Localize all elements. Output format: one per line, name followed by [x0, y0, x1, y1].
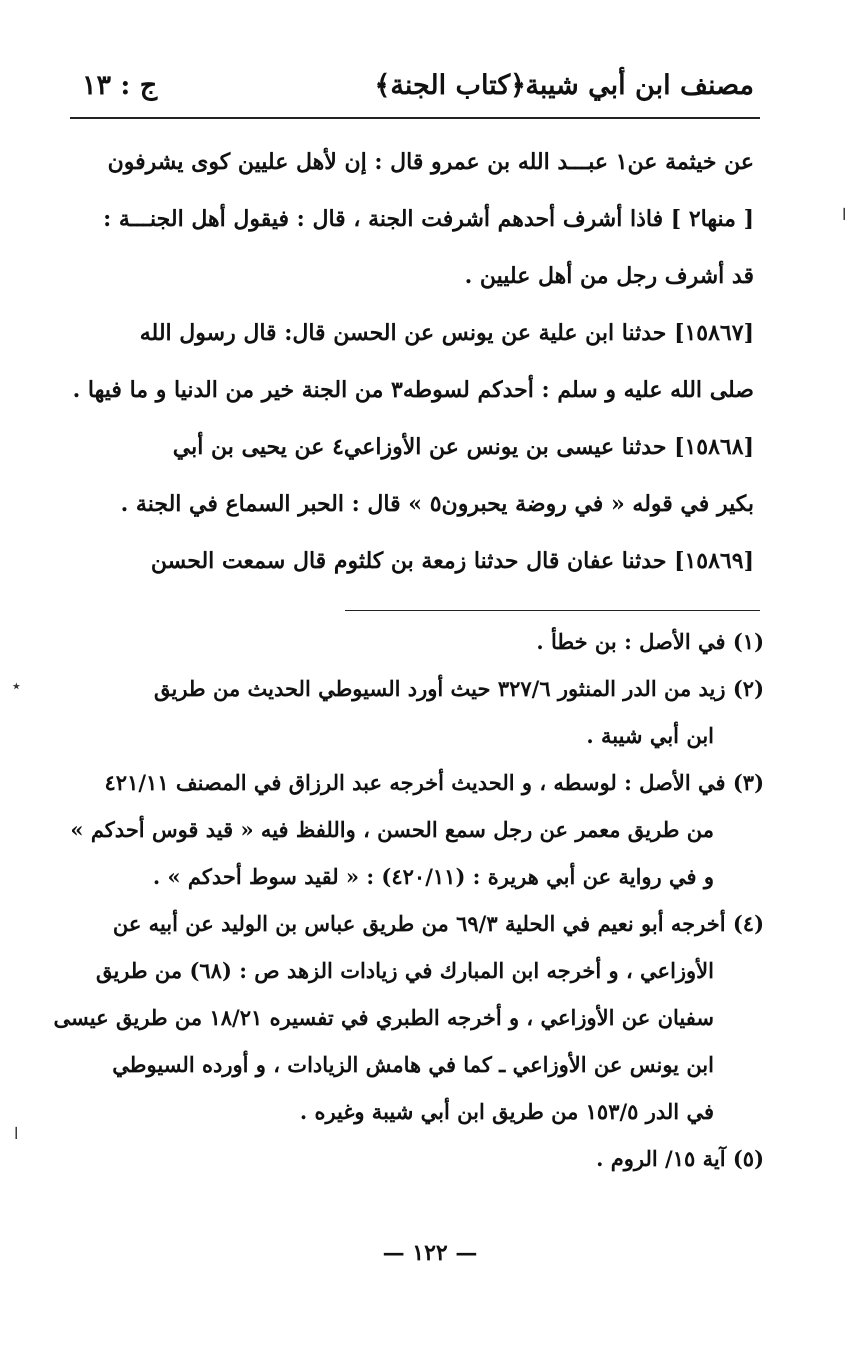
text-line: عن خيثمة عن١ عبـــد الله بن عمرو قال : إن لأهل عليين كوى يشرفون — [107, 149, 754, 175]
text-line: [١٥٨٦٨] حدثنا عيسى بن يونس عن الأوزاعي٤ عن يحيى بن أبي — [172, 434, 754, 460]
text-line: صلى الله عليه و سلم : أحدكم لسوطه٣ من الجنة خير من الدنيا و ما فيها . — [72, 377, 754, 403]
footnote-4-continued: في الدر ١٥٣/٥ من طريق ابن أبي شيبة وغيره . — [299, 1099, 714, 1124]
text-line: بكير في قوله « في روضة يحبرون٥ » قال : الحبر السماع في الجنة . — [120, 491, 754, 517]
text-line: [١٥٨٦٩] حدثنا عفان قال حدثنا زمعة بن كلثوم قال سمعت الحسن — [150, 548, 754, 574]
header-rule — [70, 117, 760, 119]
footnote-3: (٣) في الأصل : لوسطه ، و الحديث أخرجه عبد الرزاق في المصنف ٤٢١/١١ — [104, 770, 764, 795]
footnote-4-continued: الأوزاعي ، و أخرجه ابن المبارك في زيادات الزهد ص : (٦٨) من طريق — [95, 958, 714, 983]
margin-mark: ا — [842, 205, 847, 224]
chapter-title: ﴿كتاب الجنة﴾ — [374, 70, 526, 101]
footnote-3-continued: و في رواية عن أبي هريرة : (٤٢٠/١١) : « لقيد سوط أحدكم » . — [152, 864, 714, 889]
running-header — [82, 66, 754, 110]
margin-mark: ا — [14, 1124, 19, 1143]
footnote-4-continued: سفيان عن الأوزاعي ، و أخرجه الطبري في تفسيره ١٨/٢١ من طريق عيسى — [53, 1005, 714, 1030]
book-title: مصنف ابن أبي شيبة — [525, 70, 754, 101]
footnotes — [53, 618, 764, 1182]
footnote-3-continued: من طريق معمر عن رجل سمع الحسن ، واللفظ فيه « قيد قوس أحدكم » — [70, 817, 714, 842]
footnote-4: (٤) أخرجه أبو نعيم في الحلية ٦٩/٣ من طريق عباس بن الوليد عن أبيه عن — [112, 911, 764, 936]
footnote-1: (١) في الأصل : بن خطأ . — [536, 629, 764, 654]
text-line: [ منها٢ ] فاذا أشرف أحدهم أشرفت الجنة ، قال : فيقول أهل الجنـــة : — [103, 206, 754, 232]
footnote-rule — [345, 610, 760, 611]
footnote-2: (٢) زيد من الدر المنثور ٣٢٧/٦ حيث أورد السيوطي الحديث من طريق — [153, 676, 764, 701]
volume-number: ج : ١٣ — [82, 70, 158, 101]
footnote-4-continued: ابن يونس عن الأوزاعي ـ كما في هامش الزيادات ، و أورده السيوطي — [112, 1052, 714, 1077]
page-number: — ١٢٢ — — [382, 1240, 478, 1266]
margin-mark: ٭ — [12, 676, 21, 695]
text-line: [١٥٨٦٧] حدثنا ابن علية عن يونس عن الحسن قال: قال رسول الله — [139, 320, 754, 346]
footnote-5: (٥) آية ١٥/ الروم . — [596, 1146, 764, 1171]
text-line: قد أشرف رجل من أهل عليين . — [464, 263, 754, 289]
footnote-2-continued: ابن أبي شيبة . — [586, 723, 714, 748]
main-text — [72, 134, 754, 590]
